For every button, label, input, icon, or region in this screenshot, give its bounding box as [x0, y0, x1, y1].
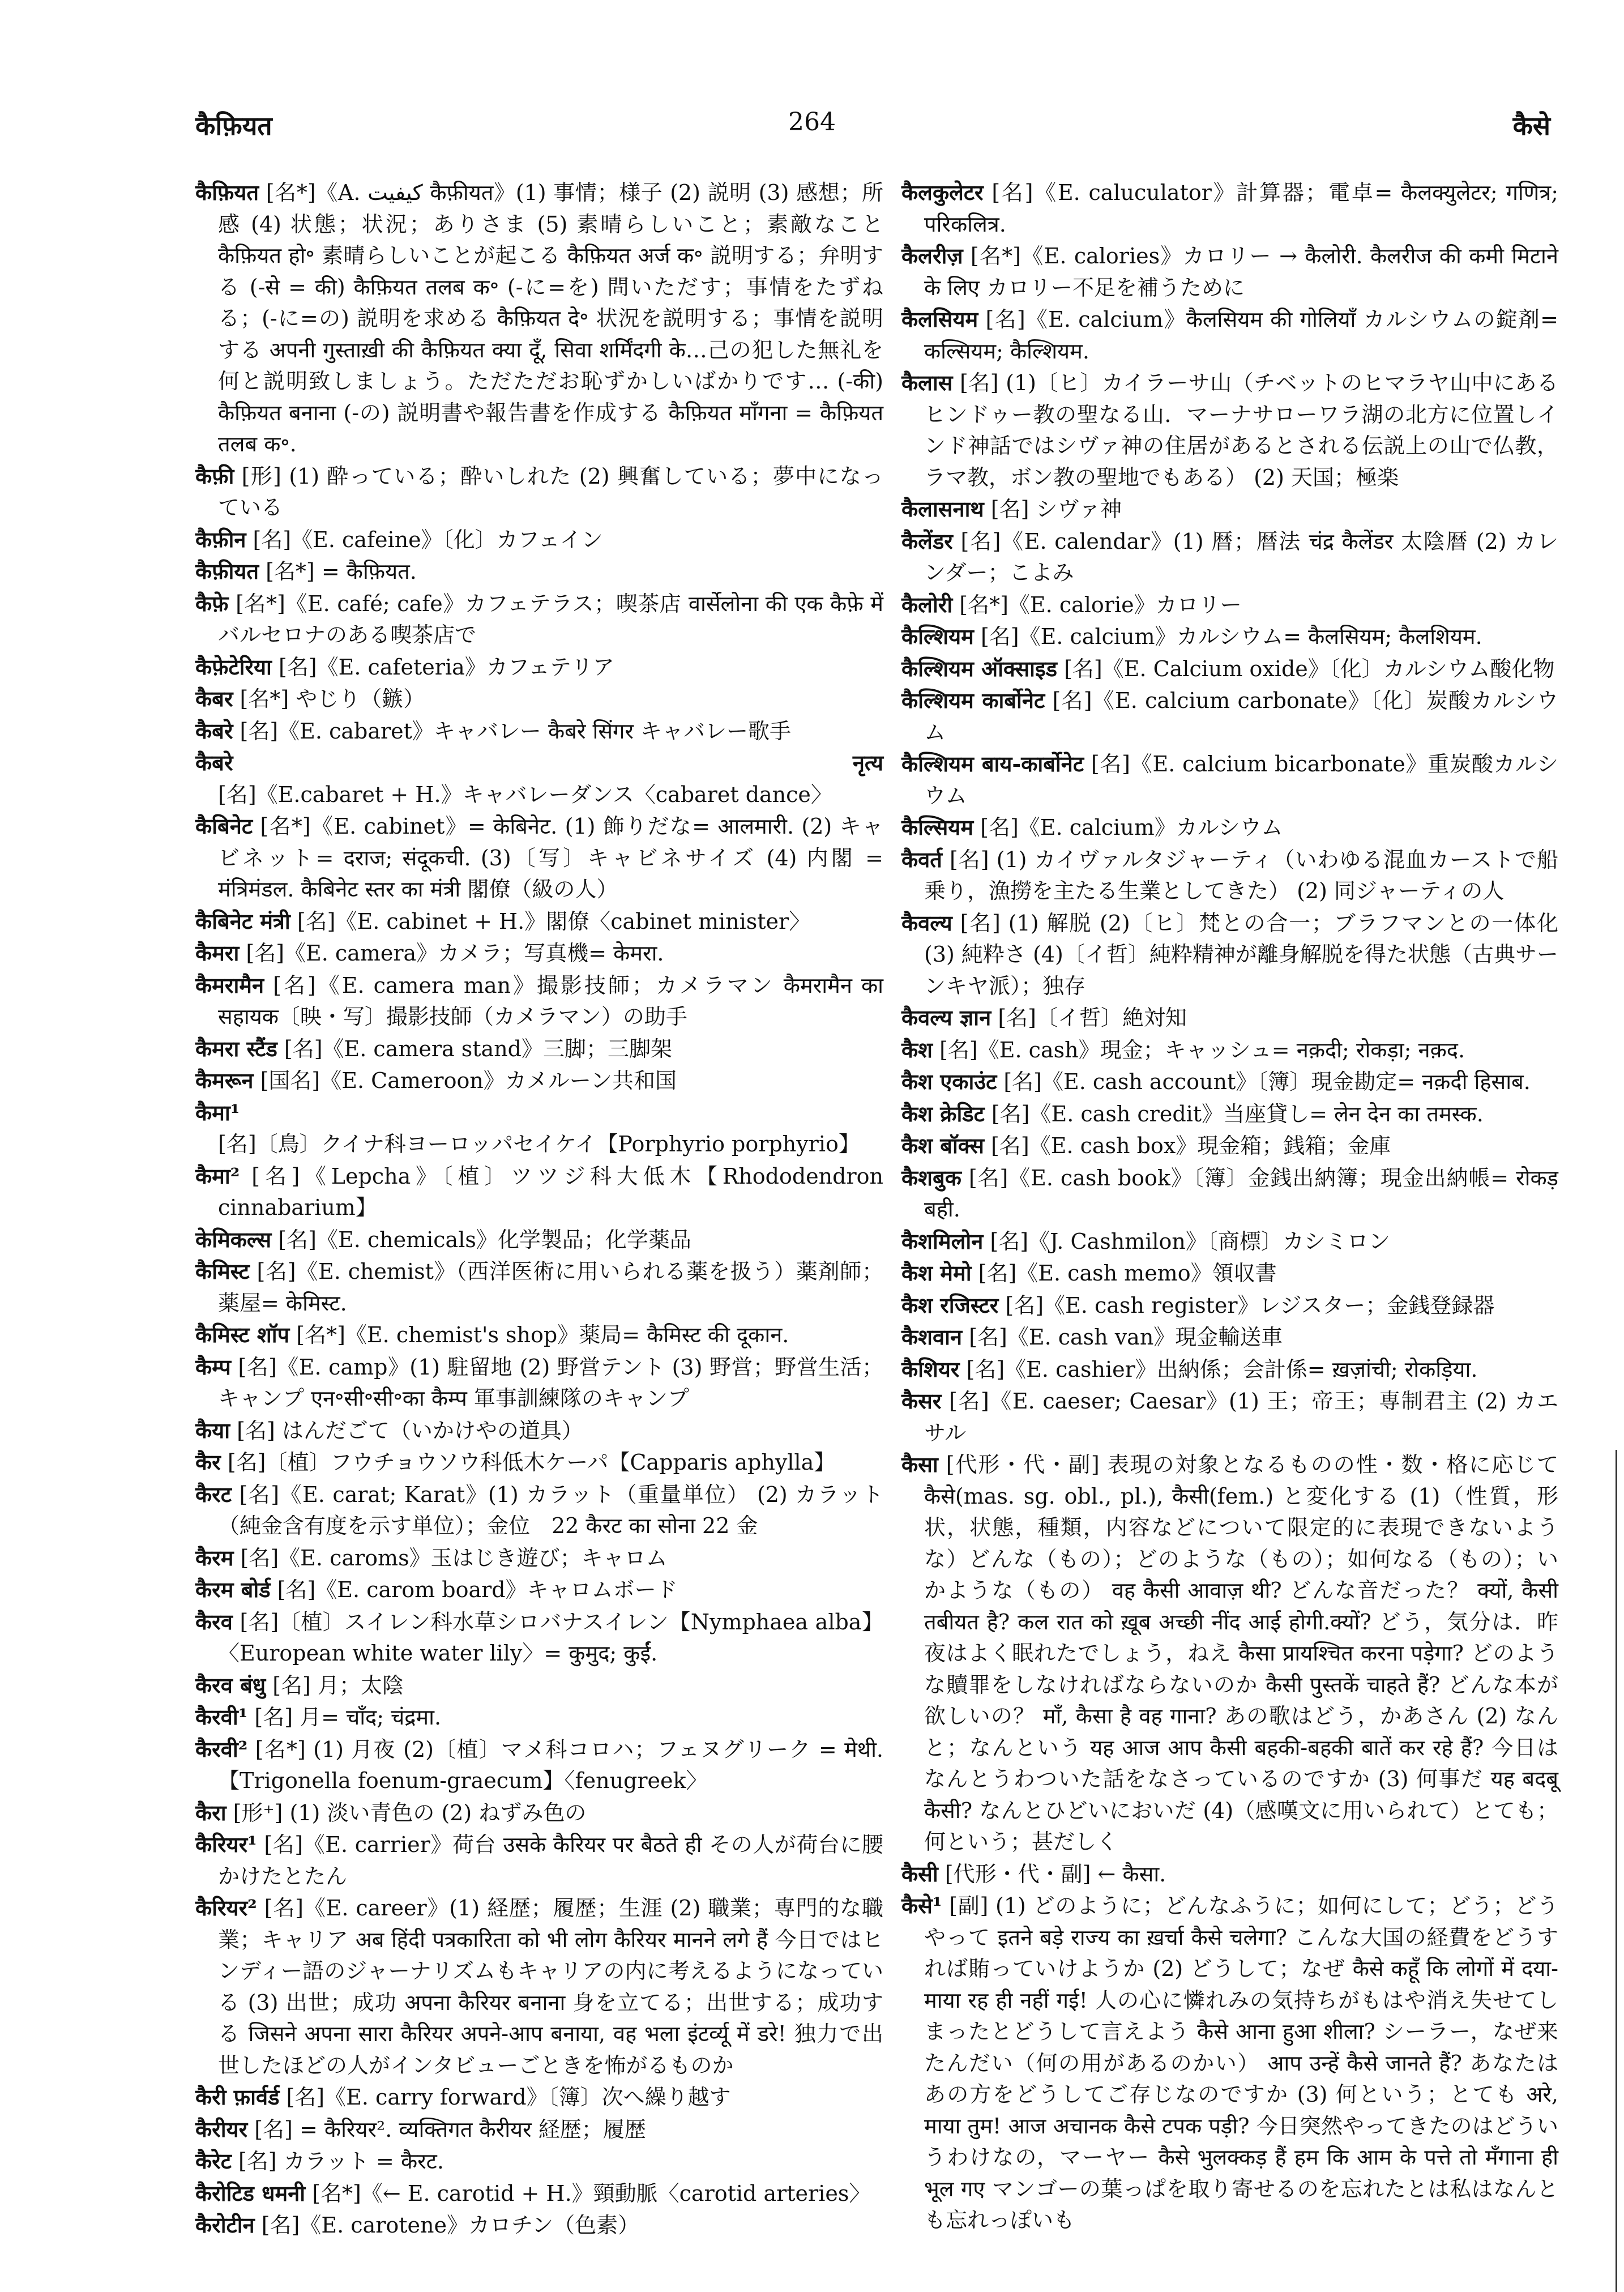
entry-headword: कैल्शियम कार्बोनेट [901, 688, 1045, 713]
entry-definition: [名] (1) カイヴァルタジャーティ（いわゆる混血カーストで船乗り，漁撈を主たる生業としてきた） (2) 同ジャーティの人 [924, 847, 1558, 903]
entry-headword: कैमरा स्टैंड [195, 1035, 277, 1061]
entry-headword: कैश [901, 1036, 933, 1062]
entry-headword: कैलरीज़ [901, 243, 963, 268]
right-column [901, 177, 1558, 2236]
entry-headword: कैल्शियम बाय-कार्बोनेट [901, 751, 1084, 776]
entry-headword: कैसा [901, 1452, 938, 1477]
dictionary-entry [901, 1321, 1558, 1354]
dictionary-entry [195, 1097, 883, 1160]
entry-headword: कैमरामैन [195, 972, 264, 998]
dictionary-entry [901, 1385, 1558, 1449]
entry-headword: कैल्शियम ऑक्साइड [901, 655, 1057, 681]
entry-headword: कैलास [901, 370, 953, 395]
dictionary-entry [195, 1574, 883, 1606]
dictionary-entry [901, 621, 1558, 653]
dictionary-entry [195, 1065, 883, 1097]
entry-headword: कैलेंडर [901, 528, 953, 554]
dictionary-entry [901, 1226, 1558, 1258]
entry-headword: कैरोटिड धमनी [195, 2180, 306, 2206]
dictionary-entry [195, 2114, 883, 2146]
entry-definition: [形] (1) 酔っている；酔いしれた (2) 興奮している；夢中になっている [218, 463, 883, 520]
entry-definition: [名*]《E. café; cafe》カフェテラス；喫茶店 वार्सेलोना की एक कैफ़े में バルセロナのある喫茶店で [218, 591, 883, 647]
dictionary-entry [195, 683, 883, 715]
entry-definition: [名]《E. carrier》荷台 उसके कैरियर पर बैठते ही その人が荷台に腰かけたとたん [218, 1832, 883, 1889]
entry-headword: कैरट [195, 1481, 232, 1507]
entry-headword: कैबरे [195, 718, 233, 744]
entry-definition: [名*]《E. chemist's shop》薬局= कैमिस्ट की दूकान. [289, 1322, 789, 1347]
entry-definition: [名*] やじり（鏃） [233, 686, 425, 711]
entry-definition: [名]〔植〕フウチョウソウ科低木ケーパ【Capparis aphylla】 [220, 1450, 836, 1475]
dictionary-entry [901, 493, 1558, 526]
entry-headword: कैरियर² [195, 1895, 257, 1920]
entry-definition: [副] (1) どのように；どんなふうに；如何にして；どう；どうやって इतने बड़े राज्य का ख़र्चा कैसे चलेगा? こんな大国の経費をどうすれば賄っていけようか (2) どうして；なぜ कैसे कहूँ कि लोगों में दया-माया रह ही नहीं गई! 人の心に憐れみの気持ちがもはや消え失せてしまったとどうして言えよう कैसे आना हुआ शीला? シーラー，なぜ来たんだい（何の用があるのかい） आप उन्हें कैसे जानते हैं? あなたはあの方をどうしてご存じなのですか (3) 何という；とても अरे, माया तुम! आज अचानक कैसे टपक पड़ी? 今日突然やってきたのはどういうわけなの，マーヤー कैसे भुलक्कड़ हैं हम कि आम के पत्ते तो मँगाना ही भूल गए マンゴーの葉っぱを取り寄せるのを忘れたとは私はなんとも忘れっぽいも [924, 1893, 1558, 2233]
entry-headword: कैमा¹ [195, 1099, 240, 1125]
entry-headword: कैश बॉक्स [901, 1133, 984, 1158]
entry-definition: [名]《E. cash van》現金輸送車 [962, 1325, 1283, 1350]
dictionary-entry [195, 1892, 883, 2081]
entry-definition: [名]《E. cash credit》当座貸し= लेन देन का तमस्क. [984, 1101, 1484, 1126]
entry-headword: कैशवान [901, 1324, 963, 1350]
dictionary-entry [195, 2145, 883, 2178]
dictionary-entry [195, 2209, 883, 2242]
dictionary-entry [901, 1354, 1558, 1386]
entry-definition: [名] 月；太陰 [266, 1672, 404, 1698]
entry-definition: [名]《E. cashier》出納係；会計係= ख़ज़ांची; रोकड़िया. [959, 1356, 1478, 1382]
dictionary-entry [901, 177, 1558, 240]
entry-definition: [名] シヴァ神 [984, 497, 1122, 522]
entry-definition: [名]《E. cash register》レジスター；金銭登録器 [998, 1292, 1495, 1318]
entry-headword: कैश मेमो [901, 1260, 972, 1286]
entry-headword: कैरोटीन [195, 2212, 255, 2238]
entry-definition: [名]《E. caroms》玉はじき遊び；キャロム [233, 1545, 668, 1570]
entry-headword: कैमरा [195, 940, 240, 966]
dictionary-entry [901, 844, 1558, 907]
dictionary-entry [901, 748, 1558, 812]
dictionary-entry [195, 1701, 883, 1734]
entry-headword: कैरी फ़ार्वर्ड [195, 2084, 280, 2110]
entry-definition: [名]《E. camera man》撮影技師；カメラマン कैमरामैन का सहायक〔映・写〕撮影技師（カメラマン）の助手 [218, 972, 883, 1029]
dictionary-entry [901, 1290, 1558, 1322]
entry-definition: [名]《E.cabaret + H.》キャバレーダンス〈cabaret dance〉 [218, 782, 832, 807]
entry-definition: [名]《E. calcium》カルシウム= कैलसियम; कैलशियम. [973, 624, 1482, 649]
dictionary-entry [901, 1890, 1558, 2236]
entry-headword: कैया [195, 1417, 230, 1443]
dictionary-entry [195, 1224, 883, 1256]
dictionary-entry [901, 907, 1558, 1002]
dictionary-entry [195, 970, 883, 1033]
entry-headword: कैरीयर [195, 2116, 248, 2142]
entry-headword: कैफ़ीन [195, 526, 246, 552]
entry-headword: कैलोरी [901, 591, 953, 617]
dictionary-entry [195, 1797, 883, 1829]
entry-headword: कैलसियम [901, 306, 978, 332]
dictionary-entry [901, 1130, 1558, 1162]
entry-definition: [名]《E. carat; Karat》(1) カラット（重量単位） (2) カラット（純金含有度を示す単位）；金位 22 कैरट का सोना 22 金 [218, 1482, 883, 1538]
entry-headword: कैश एकाउंट [901, 1069, 997, 1094]
entry-headword: कैबिनेट [195, 813, 253, 839]
entry-headword: कैरवी² [195, 1736, 248, 1762]
dictionary-entry [901, 367, 1558, 493]
dictionary-entry [195, 1670, 883, 1702]
entry-definition: [名]《E. cash memo》領収書 [971, 1261, 1277, 1286]
entry-definition: [名]《E. caeser; Caesar》(1) 王；帝王；専制君主 (2) カエサル [924, 1389, 1558, 1445]
entry-definition: [名] (1)〔ヒ〕カイラーサ山（チベットのヒマラヤ山中にあるヒンドゥー教の聖なる山．マーナサローワラ湖の北方に位置しインド神話ではシヴァ神の住居があるとされる伝説上の山で仏教，ラマ教，ボン教の聖地でもある） (2) 天国；極楽 [924, 370, 1558, 490]
left-column [195, 177, 883, 2242]
dictionary-entry [195, 1256, 883, 1319]
dictionary-entry [195, 1351, 883, 1415]
dictionary-entry [195, 937, 883, 970]
entry-definition: [名]《E. chemist》（西洋医術に用いられる薬を扱う）薬剤師；薬屋= केमिस्ट. [218, 1259, 883, 1316]
dictionary-entry [195, 556, 883, 588]
entry-headword: कैफ़ेटेरिया [195, 654, 272, 680]
entry-definition: [名*] = कैफ़ियत. [259, 559, 417, 584]
dictionary-entry [195, 524, 883, 556]
entry-definition: [名] カラット = कैरट. [231, 2149, 444, 2174]
entry-headword: कैवल्य ज्ञान [901, 1005, 992, 1030]
entry-definition: [名] はんだごて（いかけやの道具） [230, 1418, 583, 1443]
entry-definition: [名]〔植〕スイレン科水草シロバナスイレン【Nymphaea alba】〈European white water lily〉= कुमुद; कुईं. [218, 1609, 883, 1666]
entry-definition: [国名]《E. Cameroon》カメルーン共和国 [253, 1068, 677, 1093]
dictionary-entry [195, 906, 883, 938]
entry-headword: कैल्सियम [901, 814, 974, 840]
entry-headword: कैफ़े [195, 590, 229, 616]
entry-definition: [名*]《A. كيفيت कैफ़ीयत》(1) 事情；様子 (2) 説明 (3) 感想；所感 (4) 状態；状況；ありさま (5) 素晴らしいこと；素敵なこと कैफ़ियत हो॰ 素晴らしいことが起こる कैफ़ियत अर्ज क॰ 説明する；弁明する (-से = की) कैफ़ियत तलब क॰ (-に=を) 問いただす；事情をたずねる；(-に=の) 説明を求める कैफ़ियत दे॰ 状況を説明する；事情を説明する अपनी गुस्ताख़ी की कैफ़ियत क्या दूँ, सिवा शर्मिंदगी के…己の犯した無礼を何と説明致しましょう。ただただお恥ずかしいばかりです… (-की) कैफ़ियत बनाना (-の) 説明書や報告書を作成する कैफ़ियत माँगना = कैफ़ियत तलब क॰. [218, 180, 883, 456]
entry-headword: कैफ़ी [195, 463, 234, 489]
entry-definition: [名]《E. cash》現金；キャッシュ= नक़दी; रोकड़ा; नक़द. [933, 1037, 1465, 1062]
entry-headword: कैम्प [195, 1354, 231, 1380]
dictionary-entry [195, 1446, 883, 1479]
dictionary-entry [901, 812, 1558, 844]
entry-definition: [名]《E. carry forward》〔簿〕次へ繰り越す [279, 2085, 731, 2110]
entry-definition: [名]《E. calcium carbonate》〔化〕炭酸カルシウム [924, 688, 1558, 745]
entry-headword: कैबरे नृत्य [195, 750, 883, 775]
entry-definition: [名]《E. cabinet + H.》閣僚〈cabinet minister〉 [290, 908, 811, 934]
dictionary-entry [901, 1858, 1558, 1890]
dictionary-entry [195, 1606, 883, 1670]
entry-definition: [名]《E. Calcium oxide》〔化〕カルシウム酸化物 [1057, 656, 1555, 681]
dictionary-entry [195, 810, 883, 906]
dictionary-entry [901, 240, 1558, 304]
entry-headword: कैशमिलोन [901, 1228, 984, 1254]
dictionary-entry [195, 1160, 883, 1224]
entry-headword: कैबर [195, 686, 233, 711]
dictionary-entry [195, 1415, 883, 1447]
entry-headword: कैरव [195, 1608, 233, 1634]
entry-definition: [名]《E. cafeteria》カフェテリア [271, 654, 614, 680]
entry-definition: [名] = कैरियर². व्यक्तिगत कैरीयर 経歴；履歴 [247, 2116, 646, 2142]
page-number: 264 [788, 108, 836, 136]
dictionary-entry [195, 715, 883, 748]
dictionary-entry [901, 685, 1558, 748]
dictionary-entry [195, 588, 883, 651]
dictionary-entry [901, 1066, 1558, 1098]
dictionary-entry [195, 2178, 883, 2210]
entry-headword: कैर [195, 1449, 221, 1475]
entry-definition: [名]《E. cafeine》〔化〕カフェイン [246, 527, 603, 552]
entry-definition: [名*]《← E. carotid + H.》頸動脈〈carotid arteries〉 [305, 2180, 871, 2206]
entry-headword: कैबिनेट मंत्री [195, 908, 290, 934]
entry-definition: [名]《E. cash box》現金箱；銭箱；金庫 [984, 1133, 1391, 1158]
entry-headword: कैमरून [195, 1068, 254, 1093]
dictionary-entry [901, 589, 1558, 621]
entry-definition: [名]《J. Cashmilon》〔商標〕カシミロン [983, 1228, 1390, 1254]
entry-definition: [名]《Lepcha》〔植〕ツツジ科大低木【Rhododendron cinnabarium】 [218, 1163, 883, 1220]
entry-definition: [名]〔イ哲〕絶対知 [991, 1005, 1187, 1030]
entry-headword: कैल्शियम [901, 624, 974, 649]
dictionary-entry [195, 747, 883, 810]
entry-definition: [名]《E. camera stand》三脚；三脚架 [277, 1036, 673, 1061]
dictionary-entry [901, 1098, 1558, 1130]
entry-definition: [名]《E. cabaret》キャバレー कैबरे सिंगर キャバレー歌手 [233, 718, 792, 744]
entry-definition: [名*] (1) 月夜 (2)〔植〕マメ科コロハ；フェヌグリーク = मेथी.【Trigonella foenum-graecum】〈fenugreek〉 [218, 1736, 883, 1793]
dictionary-entry [901, 526, 1558, 589]
entry-definition: [名]《E. calcium》カルシウム [973, 815, 1283, 840]
entry-definition: [形⁺] (1) 淡い青色の (2) ねずみ色の [226, 1800, 587, 1825]
entry-definition: [名]《E. calcium》कैलसियम की गोलियाँ カルシウムの錠剤= कल्सियम; कैल्शियम. [924, 307, 1558, 364]
entry-definition: [名]《E. calendar》(1) 暦；暦法 चंद्र कैलेंडर 太陰暦 (2) カレンダー；こよみ [924, 528, 1558, 585]
dictionary-entry [901, 1257, 1558, 1290]
entry-definition: [名]《E. career》(1) 経歴；履歴；生涯 (2) 職業；専門的な職業；キャリア अब हिंदी पत्रकारिता को भी लोग कैरियर मानने लगे हैं 今日ではヒンディー語のジャーナリズムもキャリアの内に考えるようになっている (3) 出世；成功 अपना कैरियर बनाना 身を立てる；出世する；成功する जिसने अपना सारा कैरियर अपने-आप बनाया, वह भला इंटर्व्यू में डरे! 独力で出世したほどの人がインタビューごときを怖がるものか [218, 1896, 883, 2078]
dictionary-entry [195, 1542, 883, 1574]
entry-headword: कैरियर¹ [195, 1832, 257, 1857]
entry-definition: [名] 月= चाँद; चंद्रमा. [247, 1705, 442, 1730]
dictionary-entry [901, 1002, 1558, 1034]
entry-headword: कैरम बोर्ड [195, 1577, 271, 1602]
entry-headword: कैमिस्ट [195, 1258, 250, 1284]
dictionary-entry [901, 1162, 1558, 1226]
dictionary-entry [901, 1034, 1558, 1066]
entry-definition: [名]《E. cash book》〔簿〕金銭出納簿；現金出納帳= रोकड़ बही. [924, 1165, 1558, 1222]
running-head-left: कैफ़ियत [195, 110, 272, 141]
dictionary-entry [195, 1829, 883, 1892]
entry-headword: कैरवी¹ [195, 1704, 248, 1730]
entry-headword: केमिकल्स [195, 1226, 272, 1252]
entry-definition: [名*]《E. calorie》カロリー [952, 592, 1242, 617]
entry-headword: कैश रजिस्टर [901, 1292, 999, 1318]
entry-headword: कैरम [195, 1544, 234, 1570]
entry-headword: कैमिस्ट शॉप [195, 1322, 290, 1347]
entry-headword: कैशियर [901, 1356, 960, 1382]
entry-definition: [名*]《E. calories》カロリー → कैलोरी. कैलरीज की कमी मिटाने के लिए カロリー不足を補うために [924, 244, 1558, 300]
dictionary-entry [195, 1319, 883, 1351]
entry-definition: [代形・代・副] ← कैसा. [938, 1861, 1166, 1886]
dictionary-entry [195, 1479, 883, 1542]
entry-definition: [名*]《E. cabinet》= केबिनेट. (1) 飾りだな= आलमारी. (2) キャビネット= दराज; संदूकची. (3)〔写〕キャビネサイズ (4) 内閣 = मंत्रिमंडल. कैबिनेट स्तर का मंत्री 閣僚（級の人） [218, 814, 883, 902]
dictionary-entry [195, 460, 883, 524]
entry-headword: कैरव बंधु [195, 1672, 266, 1698]
entry-headword: कैसे¹ [901, 1893, 942, 1918]
entry-headword: कैलासनाथ [901, 496, 984, 522]
entry-headword: कैलकुलेटर [901, 180, 984, 205]
entry-headword: कैफ़ीयत [195, 558, 259, 584]
dictionary-entry [195, 651, 883, 684]
entry-headword: कैरा [195, 1799, 226, 1825]
dictionary-entry [901, 1449, 1558, 1858]
entry-definition: [名]《E. calcium bicarbonate》重炭酸カルシウム [924, 752, 1558, 808]
entry-headword: कैवल्य [901, 910, 952, 936]
entry-headword: कैमा² [195, 1163, 240, 1189]
entry-definition: [名]《E. carotene》カロチン（色素） [254, 2213, 640, 2238]
dictionary-entry [195, 1734, 883, 1797]
running-head-right: कैसे [1512, 110, 1550, 141]
entry-headword: कैसर [901, 1388, 942, 1414]
dictionary-entry [195, 2081, 883, 2114]
dictionary-entry [901, 304, 1558, 367]
entry-definition: [名] (1) 解脱 (2)〔ヒ〕梵との合一；ブラフマンとの一体化 (3) 純粋さ (4)〔イ哲〕純粋精神が離身解脱を得た状態（古典サーンキヤ派）；独存 [924, 910, 1558, 998]
entry-headword: कैफ़ियत [195, 180, 259, 205]
entry-definition: [名]《E. carom board》キャロムボード [270, 1577, 678, 1602]
dictionary-entry [195, 177, 883, 460]
scan-edge-line [1616, 1450, 1617, 2292]
entry-headword: कैशबुक [901, 1164, 961, 1190]
dictionary-entry [901, 653, 1558, 685]
entry-definition: [名]《E. caluculator》計算器；電卓= कैलक्युलेटर; गणित्र; परिकलित्र. [924, 180, 1558, 237]
entry-definition: [名]〔鳥〕クイナ科ヨーロッパセイケイ【Porphyrio porphyrio】 [218, 1132, 860, 1156]
entry-definition: [名]《E. camera》カメラ；写真機= केमरा. [239, 941, 664, 966]
entry-definition: [代形・代・副] 表現の対象となるものの性・数・格に応じて कैसे(mas. sg. obl., pl.), कैसी(fem.) と変化する (1)（性質，形状，状態，種類，内容などについて限定的に表現できないような）どんな（もの）；どのような（もの）；如何なる（もの）；いかような（もの） वह कैसी आवाज़ थी? どんな音だった？ क्यों, कैसी तबीयत है? कल रात को ख़ूब अच्छी नींद आई होगी.क्यों? どう，気分は．昨夜はよく眠れたでしょう，ねえ कैसा प्रायश्चित करना पड़ेगा? どのような贖罪をしなければならないのか कैसी पुस्तकें चाहते हैं? どんな本が欲しいの？ माँ, कैसा है वह गाना? あの歌はどう，かあさん (2) なんと；なんという यह आज आप कैसी बहकी-बहकी बातें कर रहे हैं? 今日はなんとうわついた話をなさっているのですか (3) 何事だ यह बदबू कैसी? なんとひどいにおいだ (4)（感嘆文に用いられて）とても；何という；甚だしく [924, 1452, 1558, 1854]
entry-headword: कैरेट [195, 2148, 232, 2174]
entry-headword: कैवर्त [901, 846, 942, 872]
entry-definition: [名]《E. camp》(1) 駐留地 (2) 野営テント (3) 野営；野営生活；キャンプ एन॰सी॰सी॰का कैम्प 軍事訓練隊のキャンプ [218, 1354, 883, 1411]
entry-definition: [名]《E. cash account》〔簿〕現金勘定= नक़दी हिसाब. [997, 1069, 1531, 1094]
entry-headword: कैश क्रेडिट [901, 1100, 985, 1126]
entry-headword: कैसी [901, 1860, 938, 1886]
entry-definition: [名]《E. chemicals》化学製品；化学薬品 [271, 1227, 691, 1252]
dictionary-entry [195, 1033, 883, 1065]
